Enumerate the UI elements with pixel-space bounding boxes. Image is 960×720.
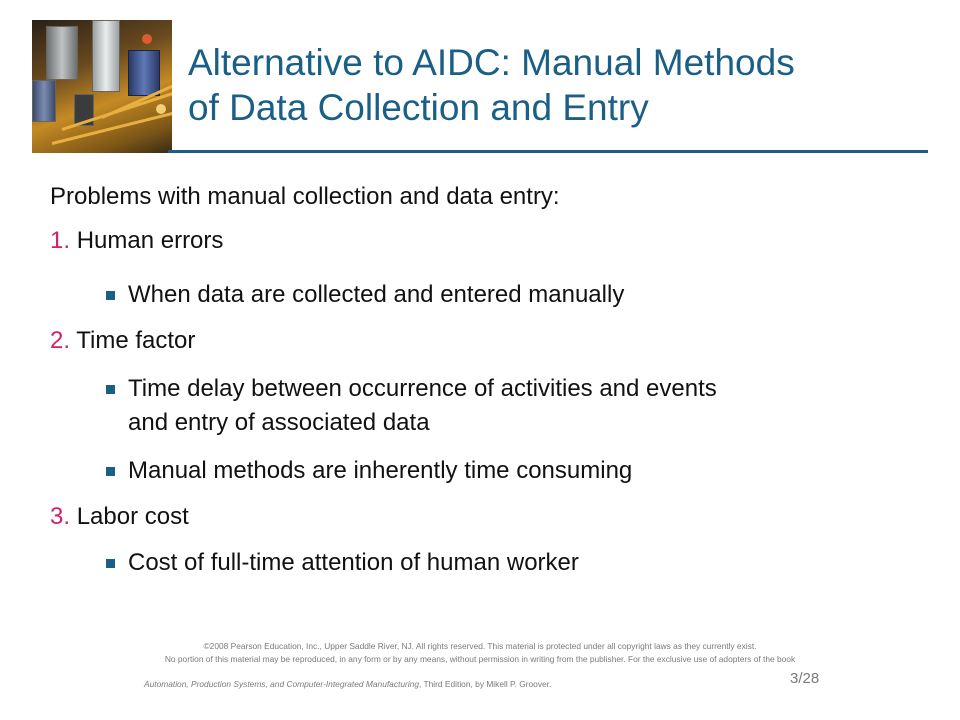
list-item-human-errors <box>50 224 223 258</box>
capacitor-shape <box>46 26 78 80</box>
capacitor-shape <box>92 20 120 92</box>
item-label: Labor cost <box>76 503 189 530</box>
capacitor-shape <box>32 80 56 122</box>
sub-item-text: Manual methods are inherently time consuming <box>128 457 633 484</box>
led-shape <box>156 104 166 114</box>
item-number: 2. <box>50 327 71 354</box>
list-item-labor-cost <box>50 500 189 534</box>
title-line-1: Alternative to AIDC: Manual Methods <box>188 42 795 83</box>
square-bullet-icon <box>106 291 115 300</box>
sub-item-text: Cost of full-time attention of human worker <box>128 549 579 576</box>
item-number: 3. <box>50 503 71 530</box>
copyright-line-2: No portion of this material may be reproduced, in any form or by any means, without permission in writing from the publisher. For the exclusive use of adopters of the book <box>164 654 796 664</box>
led-shape <box>142 34 152 44</box>
item-label: Human errors <box>76 227 224 254</box>
capacitor-shape <box>128 50 160 96</box>
item-label: Time factor <box>76 327 196 354</box>
sub-item-text: Time delay between occurrence of activities and events <box>128 375 717 402</box>
sub-item-text: and entry of associated data <box>128 409 430 436</box>
title-divider <box>168 150 928 153</box>
title-line-2: of Data Collection and Entry <box>188 87 649 128</box>
book-edition: , Third Edition, by Mikell P. Groover. <box>418 679 552 689</box>
square-bullet-icon <box>106 467 115 476</box>
square-bullet-icon <box>106 559 115 568</box>
sub-item-text: When data are collected and entered manually <box>128 281 625 308</box>
book-citation <box>144 678 551 691</box>
list-item-time-factor <box>50 324 195 358</box>
copyright-line-1: ©2008 Pearson Education, Inc., Upper Saddle River, NJ. All rights reserved. This material is protected under all copyright laws as they currently exist. <box>203 641 757 651</box>
square-bullet-icon <box>106 385 115 394</box>
intro-text: Problems with manual collection and data entry: <box>50 183 560 210</box>
slide-title <box>188 40 928 130</box>
circuit-board-image <box>32 20 172 153</box>
page-number: 3/28 <box>790 670 820 687</box>
book-title: Automation, Production Systems, and Computer-Integrated Manufacturing <box>144 679 419 689</box>
item-number: 1. <box>50 227 71 254</box>
